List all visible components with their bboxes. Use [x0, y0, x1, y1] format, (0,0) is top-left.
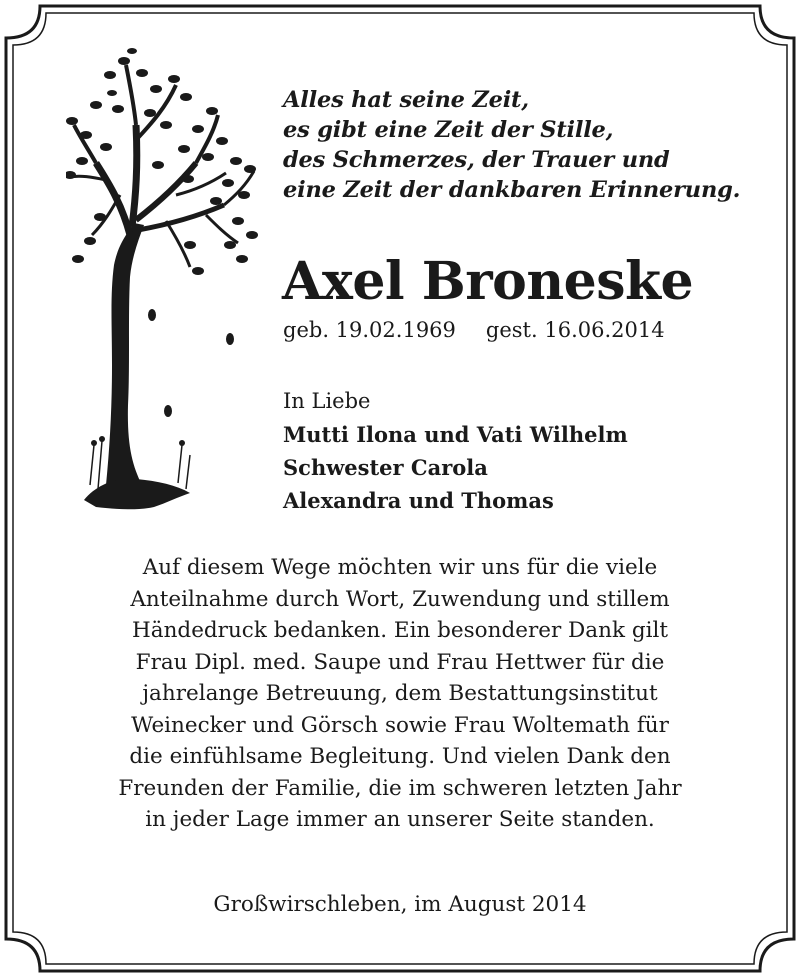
thanks-line: in jeder Lage immer an unserer Seite standen.: [145, 807, 655, 832]
family-intro: In Liebe: [283, 389, 371, 413]
death-date: gest. 16.06.2014: [485, 318, 665, 342]
family-signature: [283, 385, 628, 517]
thanks-paragraph: [20, 552, 780, 836]
thanks-line: Weinecker und Görsch sowie Frau Woltemath für: [131, 712, 669, 738]
memorial-quote: [283, 85, 783, 205]
thanks-line: die einfühlsame Begleitung. Und vielen Dank den: [129, 744, 671, 769]
quote-line: es gibt eine Zeit der Stille,: [283, 117, 614, 143]
family-member: Schwester Carola: [283, 455, 488, 480]
family-member: Mutti Ilona und Vati Wilhelm: [283, 422, 628, 447]
thanks-line: Freunden der Familie, die im schweren letzten Jahr: [118, 775, 682, 801]
tree-silhouette-icon: [66, 45, 260, 515]
thanks-line: jahrelange Betreuung, dem Bestattungsinstitut: [142, 681, 658, 706]
deceased-name: Axel Broneske: [282, 251, 694, 312]
thanks-line: Händedruck bedanken. Ein besonderer Dank gilt: [132, 618, 668, 643]
birth-date: geb. 19.02.1969: [283, 318, 456, 342]
thanks-line: Frau Dipl. med. Saupe und Frau Hettwer für die: [135, 649, 665, 675]
life-dates: [283, 316, 665, 344]
place-and-date: Großwirschleben, im August 2014: [213, 892, 587, 917]
family-member: Alexandra und Thomas: [283, 488, 554, 513]
quote-line: eine Zeit der dankbaren Erinnerung.: [283, 177, 741, 203]
thanks-line: Anteilnahme durch Wort, Zuwendung und stillem: [130, 586, 670, 612]
quote-line: des Schmerzes, der Trauer und: [283, 147, 670, 173]
thanks-line: Auf diesem Wege möchten wir uns für die viele: [142, 555, 658, 580]
quote-line: Alles hat seine Zeit,: [283, 87, 529, 113]
